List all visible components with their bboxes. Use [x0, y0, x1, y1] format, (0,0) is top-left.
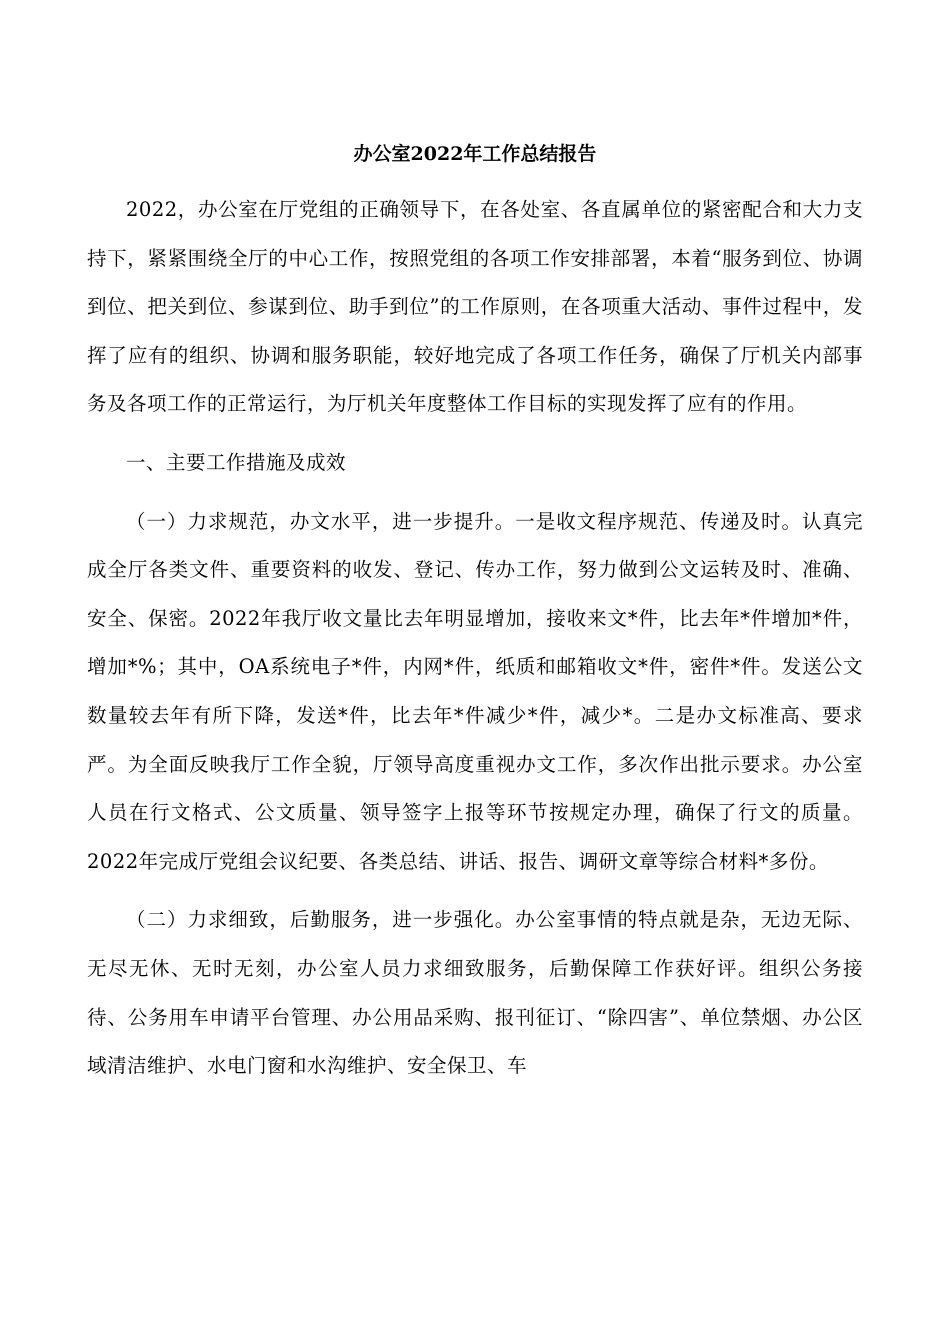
document-body [87, 186, 863, 1091]
paragraph-gap [87, 488, 863, 498]
paragraph-gap [87, 886, 863, 896]
section1-paragraph-1: （一）力求规范，办文水平，进一步提升。一是收文程序规范、传递及时。认真完成全厅各类文件、重要资料的收发、登记、传办工作，努力做到公文运转及时、准确、安全、保密。2022年我厅收文量比去年明显增加，接收来文*件，比去年*件增加*件，增加*%；其中，OA系统电子*件，内网*件，纸质和邮箱收文*件，密件*件。发送公文数量较去年有所下降，发送*件，比去年*件减少*件，减少*。二是办文标准高、要求严。为全面反映我厅工作全貌，厅领导高度重视办文工作，多次作出批示要求。办公室人员在行文格式、公文质量、领导签字上报等环节按规定办理，确保了行文的质量。2022年完成厅党组会议纪要、各类总结、讲话、报告、调研文章等综合材料*多份。 [87, 509, 863, 873]
document-title: 办公室2022年工作总结报告 [353, 143, 597, 165]
intro-paragraph: 2022，办公室在厅党组的正确领导下，在各处室、各直属单位的紧密配合和大力支持下，紧紧围绕全厅的中心工作，按照党组的各项工作安排部署，本着“服务到位、协调到位、把关到位、参谋到位、助手到位”的工作原则，在各项重大活动、事件过程中，发挥了应有的组织、协调和服务职能，较好地完成了各项工作任务，确保了厅机关内部事务及各项工作的正常运行，为厅机关年度整体工作目标的实现发挥了应有的作用。 [87, 198, 863, 416]
section-heading: 一、主要工作措施及成效 [126, 450, 347, 474]
paragraph-gap [87, 429, 863, 439]
section1-paragraph-2: （二）力求细致，后勤服务，进一步强化。办公室事情的特点就是杂，无边无际、无尽无休、无时无刻，办公室人员力求细致服务，后勤保障工作获好评。组织公务接待、公务用车申请平台管理、办公用品采购、报刊征订、“除四害”、单位禁烟、办公区域清洁维护、水电门窗和水沟维护、安全保卫、车 [87, 908, 863, 1078]
